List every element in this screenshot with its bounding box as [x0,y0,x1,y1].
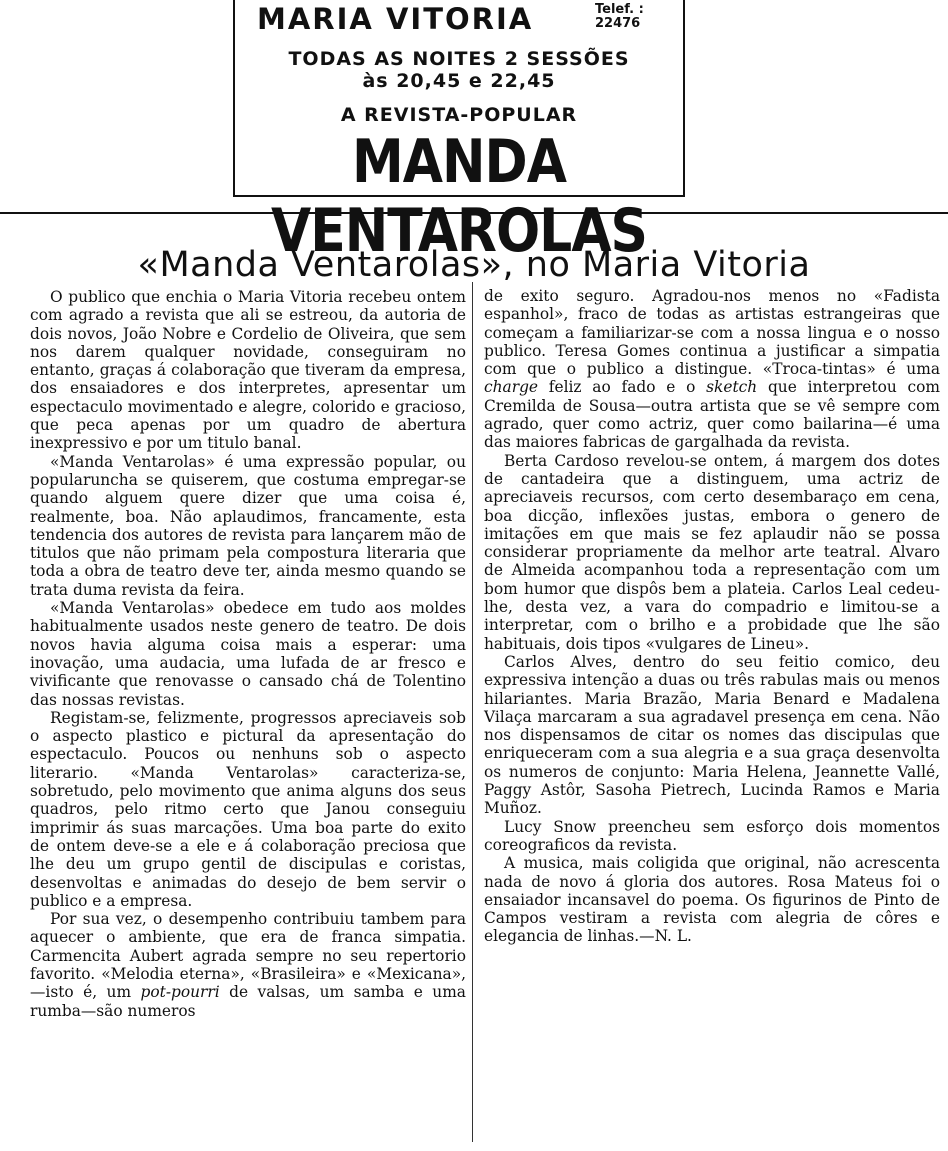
ad-times-line: às 20,45 e 22,45 [362,70,556,92]
paragraph: A musica, mais coligida que original, não acrescenta nada de novo á gloria dos autores. Rosa Mateus foi o ensaiador incansavel do poema. Os figurinos de Pinto de Campos vestiram a revista com alegria de côres e elegancia de linhas.—N. L. [484,854,940,946]
article-column-right [484,287,940,946]
paragraph: Lucy Snow preencheu sem esforço dois momentos coreograficos da revista. [484,817,940,854]
paragraph: Registam-se, felizmente, progressos apreciaveis sob o aspecto plastico e pictural da apresentação do espectaculo. Poucos ou nenhuns sob o aspecto literario. «Manda Ventarolas» caracteriza-se, sobretudo, pelo movimento que anima alguns dos seus quadros, pelo ritmo certo que Janou conseguiu imprimir ás suas marcações. Uma boa parte do exito de ontem deve-se a ele e á colaboração preciosa que lhe deu um grupo gentil de discipulas e coristas, desenvoltas e animadas do desejo de bem servir o publico e a empresa. [30,708,466,910]
ad-telephone [595,3,644,31]
article-column-left [30,288,466,1020]
ad-header [235,0,683,38]
ad-show-title: MANDA VENTAROLAS [270,128,648,266]
advertisement-box [233,0,685,266]
ad-tel-label: Telef. : [595,2,644,17]
paragraph-text: que interpretou com Cremilda de Sousa—outra artista que se vê sempre com agrado, quer como actriz, quer como bailarina—é uma das maiores fabricas de gargalhada da revista. [484,378,940,452]
paragraph: O publico que enchia o Maria Vitoria recebeu ontem com agrado a revista que ali se estreou, da autoria de dois novos, João Nobre e Cordelio de Oliveira, que sem nos darem qualquer novidade, conseguiram no entanto, graças á colaboração que tiveram da empresa, dos ensaiadores e dos interpretes, apresentar um espectaculo movimentado e alegre, colorido e gracioso, que peca apenas por um quadro de abertura inexpressivo e por um titulo banal. [30,288,466,453]
article-headline: «Manda Ventarolas», no Maria Vitoria [137,245,811,286]
paragraph [30,910,466,1020]
ad-sessions-line: TODAS AS NOITES 2 SESSÕES [288,48,630,70]
italic-term: charge [484,378,539,397]
column-divider [472,282,473,1142]
italic-term: sketch [706,378,758,397]
paragraph: «Manda Ventarolas» obedece em tudo aos moldes habitualmente usados neste genero de teatro. De dois novos havia alguma coisa mais a esperar: uma inovação, uma audacia, uma lufada de ar fresco e vivificante que renovasse o cansado chá de Tolentino das nossas revistas. [30,599,466,709]
ad-tel-number: 22476 [595,16,641,31]
paragraph-text: Por sua vez, o desempenho contribuiu tambem para aquecer o ambiente, que era de franca simpatia. Carmencita Aubert agrada sempre no seu repertorio favorito. «Melodia eterna», «Brasileira» e «Mexicana»,—isto é, um [30,910,466,1002]
paragraph-text: de valsas, um samba e uma rumba—são numeros [30,983,466,1020]
ad-venue-name: MARIA VITORIA [257,2,534,36]
paragraph-text: de exito seguro. Agradou-nos menos no «Fadista espanhol», fraco de todas as artistas estrangeiras que começam a familiarizar-se com a nossa lingua e o nosso publico. Teresa Gomes continua a justificar a simpatia com que o publico a distingue. «Troca-tintas» é uma [484,287,940,379]
paragraph: «Manda Ventarolas» é uma expressão popular, ou popularuncha se quiserem, que costuma empregar-se quando alguem quere dizer que uma coisa é, realmente, boa. Não aplaudimos, francamente, esta tendencia dos autores de revista para lançarem mão de titulos que não primam pela compostura literaria que toda a obra de teatro deve ter, ainda mesmo quando se trata duma revista da feira. [30,452,466,599]
italic-term: pot-pourri [140,983,220,1002]
top-rule [0,212,948,214]
paragraph [484,287,940,452]
paragraph: Carlos Alves, dentro do seu feitio comico, deu expressiva intenção a duas ou três rabulas mais ou menos hilariantes. Maria Brazão, Maria Benard e Madalena Vilaça marcaram a sua agradavel presença em cena. Não nos dispensamos de citar os nomes das discipulas que enriqueceram com a sua alegria e a sua graça desenvolta os numeros de conjunto: Maria Helena, Jeannette Vallé, Paggy Astôr, Sasoha Pietrech, Lucinda Ramos e Maria Muñoz. [484,652,940,818]
ad-revue-label: A REVISTA-POPULAR [340,104,578,126]
paragraph: Berta Cardoso revelou-se ontem, á margem dos dotes de cantadeira que a distinguem, uma actriz de apreciaveis recursos, com certo desembaraço em cena, boa dicção, inflexões justas, embora o genero de imitações em que mais se fez aplaudir não se possa considerar propriamente da melhor arte teatral. Alvaro de Almeida acompanhou toda a representação com um bom humor que dispôs bem a plateia. Carlos Leal cedeu-lhe, desta vez, a vara do compadrio e limitou-se a interpretar, com o brilho e a probidade que lhe são habituais, dois tipos «vulgares de Lineu». [484,451,940,653]
paragraph-text: feliz ao fado e o [538,378,707,397]
